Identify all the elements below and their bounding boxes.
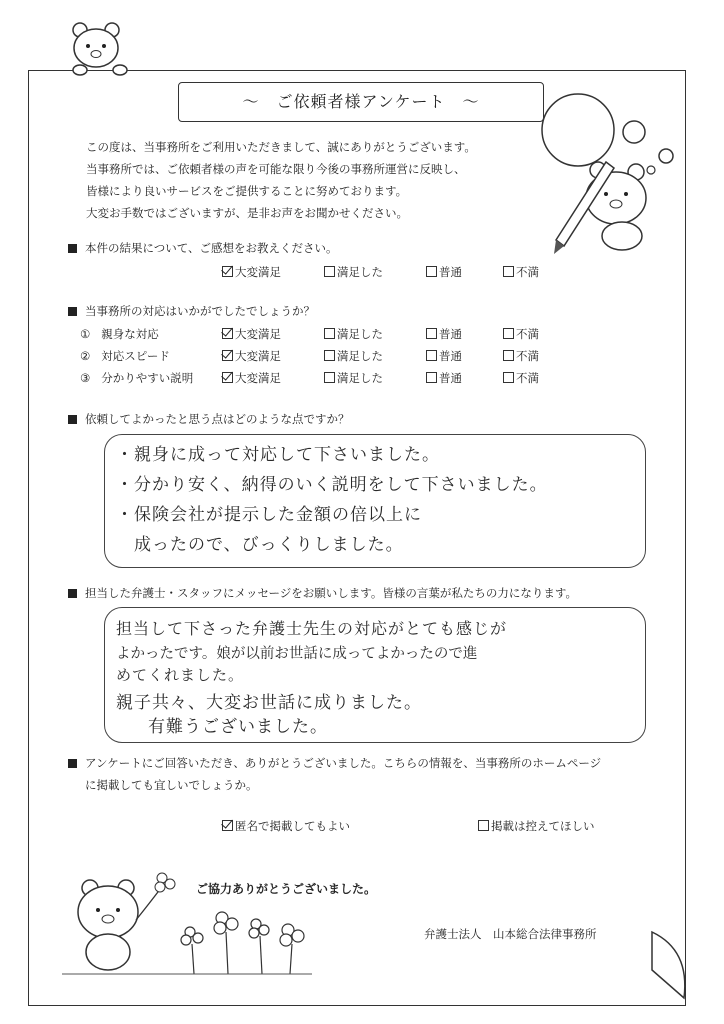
checkbox-checked-icon[interactable] xyxy=(222,328,233,339)
question-1 xyxy=(68,240,338,256)
q2-2-option-0[interactable] xyxy=(222,348,281,364)
checkbox-checked-icon[interactable] xyxy=(222,266,233,277)
answer-4-line: 有難うございました。 xyxy=(130,717,328,737)
q2-3-option-0[interactable] xyxy=(222,370,281,386)
item-label: 親身な対応 xyxy=(101,327,159,341)
question-4-text: 担当した弁護士・スタッフにメッセージをお願いします。皆様の言葉が私たちの力になります。 xyxy=(85,586,577,600)
bullet-square-icon xyxy=(68,415,77,424)
answer-4-line: 担当して下さった弁護士先生の対応がとても感じが xyxy=(116,619,508,638)
checkbox-checked-icon[interactable] xyxy=(222,350,233,361)
q5-option-1[interactable] xyxy=(478,818,595,834)
question-5 xyxy=(68,752,601,796)
q2-1-option-3[interactable] xyxy=(503,326,539,342)
option-label: 大変満足 xyxy=(235,349,281,363)
q1-option-0[interactable] xyxy=(222,264,281,280)
option-label: 掲載は控えてほしい xyxy=(491,819,595,833)
option-label: 不満 xyxy=(516,371,539,385)
checkbox-icon[interactable] xyxy=(426,266,437,277)
answer-3-line: ・分かり安く、納得のいく説明をして下さいました。 xyxy=(116,475,548,495)
bear-peeking-icon xyxy=(66,20,136,80)
answer-4-line: よかったです。娘が以前お世話に成ってよかったので進 xyxy=(116,646,478,662)
question-4 xyxy=(68,585,577,601)
option-label: 大変満足 xyxy=(235,371,281,385)
item-number: ② xyxy=(80,349,91,363)
q2-item-1 xyxy=(80,326,159,342)
checkbox-icon[interactable] xyxy=(426,350,437,361)
option-label: 満足した xyxy=(337,349,383,363)
checkbox-icon[interactable] xyxy=(478,820,489,831)
answer-3-line: ・親身に成って対応して下さいました。 xyxy=(116,445,440,465)
q2-3-option-2[interactable] xyxy=(426,370,462,386)
option-label: 満足した xyxy=(337,371,383,385)
item-number: ③ xyxy=(80,371,91,385)
option-label: 不満 xyxy=(516,265,539,279)
q2-1-option-2[interactable] xyxy=(426,326,462,342)
answer-3-line: ・保険会社が提示した金額の倍以上に xyxy=(116,505,422,525)
bullet-square-icon xyxy=(68,759,77,768)
item-label: 対応スピード xyxy=(101,349,170,363)
bear-with-pencil-icon xyxy=(536,90,686,260)
answer-3-line: 成ったので、びっくりしました。 xyxy=(116,535,404,555)
office-signature: 弁護士法人 山本総合法律事務所 xyxy=(424,927,597,941)
bear-with-clovers-icon xyxy=(62,870,312,980)
bullet-square-icon xyxy=(68,307,77,316)
intro-line: この度は、当事務所をご利用いただきまして、誠にありがとうございます。 xyxy=(86,140,476,154)
checkbox-icon[interactable] xyxy=(324,372,335,383)
question-3 xyxy=(68,411,350,427)
item-label: 分かりやすい説明 xyxy=(101,371,194,385)
page-curl-decoration xyxy=(650,930,700,1000)
answer-4-line: 親子共々、大変お世話に成りました。 xyxy=(116,693,422,713)
checkbox-checked-icon[interactable] xyxy=(222,820,233,831)
q2-3-option-1[interactable] xyxy=(324,370,383,386)
q2-3-option-3[interactable] xyxy=(503,370,539,386)
q2-item-2 xyxy=(80,348,170,364)
bullet-square-icon xyxy=(68,589,77,598)
q2-item-3 xyxy=(80,370,193,386)
q1-option-3[interactable] xyxy=(503,264,539,280)
checkbox-checked-icon[interactable] xyxy=(222,372,233,383)
question-2-text: 当事務所の対応はいかがでしたでしょうか？ xyxy=(85,304,315,318)
q2-2-option-1[interactable] xyxy=(324,348,383,364)
q1-option-2[interactable] xyxy=(426,264,462,280)
checkbox-icon[interactable] xyxy=(503,350,514,361)
answer-4-line: めてくれました。 xyxy=(116,666,245,684)
option-label: 普通 xyxy=(439,327,462,341)
q5-option-0[interactable] xyxy=(222,818,350,834)
q2-2-option-2[interactable] xyxy=(426,348,462,364)
option-label: 匿名で掲載してもよい xyxy=(235,819,350,833)
q2-2-option-3[interactable] xyxy=(503,348,539,364)
option-label: 普通 xyxy=(439,265,462,279)
q1-option-1[interactable] xyxy=(324,264,383,280)
page-title: 〜 ご依頼者様アンケート 〜 xyxy=(178,82,544,122)
intro-line: 皆様により良いサービスをご提供することに努めております。 xyxy=(86,184,408,198)
item-number: ① xyxy=(80,327,91,341)
question-3-text: 依頼してよかったと思う点はどのような点ですか？ xyxy=(85,412,350,426)
intro-line: 当事務所では、ご依頼者様の声を可能な限り今後の事務所運営に反映し、 xyxy=(86,162,466,176)
option-label: 普通 xyxy=(439,371,462,385)
option-label: 不満 xyxy=(516,349,539,363)
question-1-text: 本件の結果について、ご感想をお教えください。 xyxy=(85,241,338,255)
question-5-text-cont: に掲載しても宜しいでしょうか。 xyxy=(85,778,258,792)
option-label: 普通 xyxy=(439,349,462,363)
q2-1-option-1[interactable] xyxy=(324,326,383,342)
checkbox-icon[interactable] xyxy=(503,372,514,383)
option-label: 満足した xyxy=(337,265,383,279)
question-2 xyxy=(68,303,315,319)
checkbox-icon[interactable] xyxy=(426,328,437,339)
option-label: 満足した xyxy=(337,327,383,341)
bullet-square-icon xyxy=(68,244,77,253)
q2-1-option-0[interactable] xyxy=(222,326,281,342)
checkbox-icon[interactable] xyxy=(324,266,335,277)
option-label: 不満 xyxy=(516,327,539,341)
checkbox-icon[interactable] xyxy=(324,328,335,339)
intro-text xyxy=(86,136,476,224)
checkbox-icon[interactable] xyxy=(503,266,514,277)
option-label: 大変満足 xyxy=(235,327,281,341)
option-label: 大変満足 xyxy=(235,265,281,279)
checkbox-icon[interactable] xyxy=(426,372,437,383)
question-5-text: アンケートにご回答いただき、ありがとうございました。こちらの情報を、当事務所のホームページ xyxy=(85,756,602,770)
intro-line: 大変お手数ではございますが、是非お声をお聞かせください。 xyxy=(86,206,408,220)
checkbox-icon[interactable] xyxy=(503,328,514,339)
checkbox-icon[interactable] xyxy=(324,350,335,361)
thanks-message: ご協力ありがとうございました。 xyxy=(196,882,377,896)
